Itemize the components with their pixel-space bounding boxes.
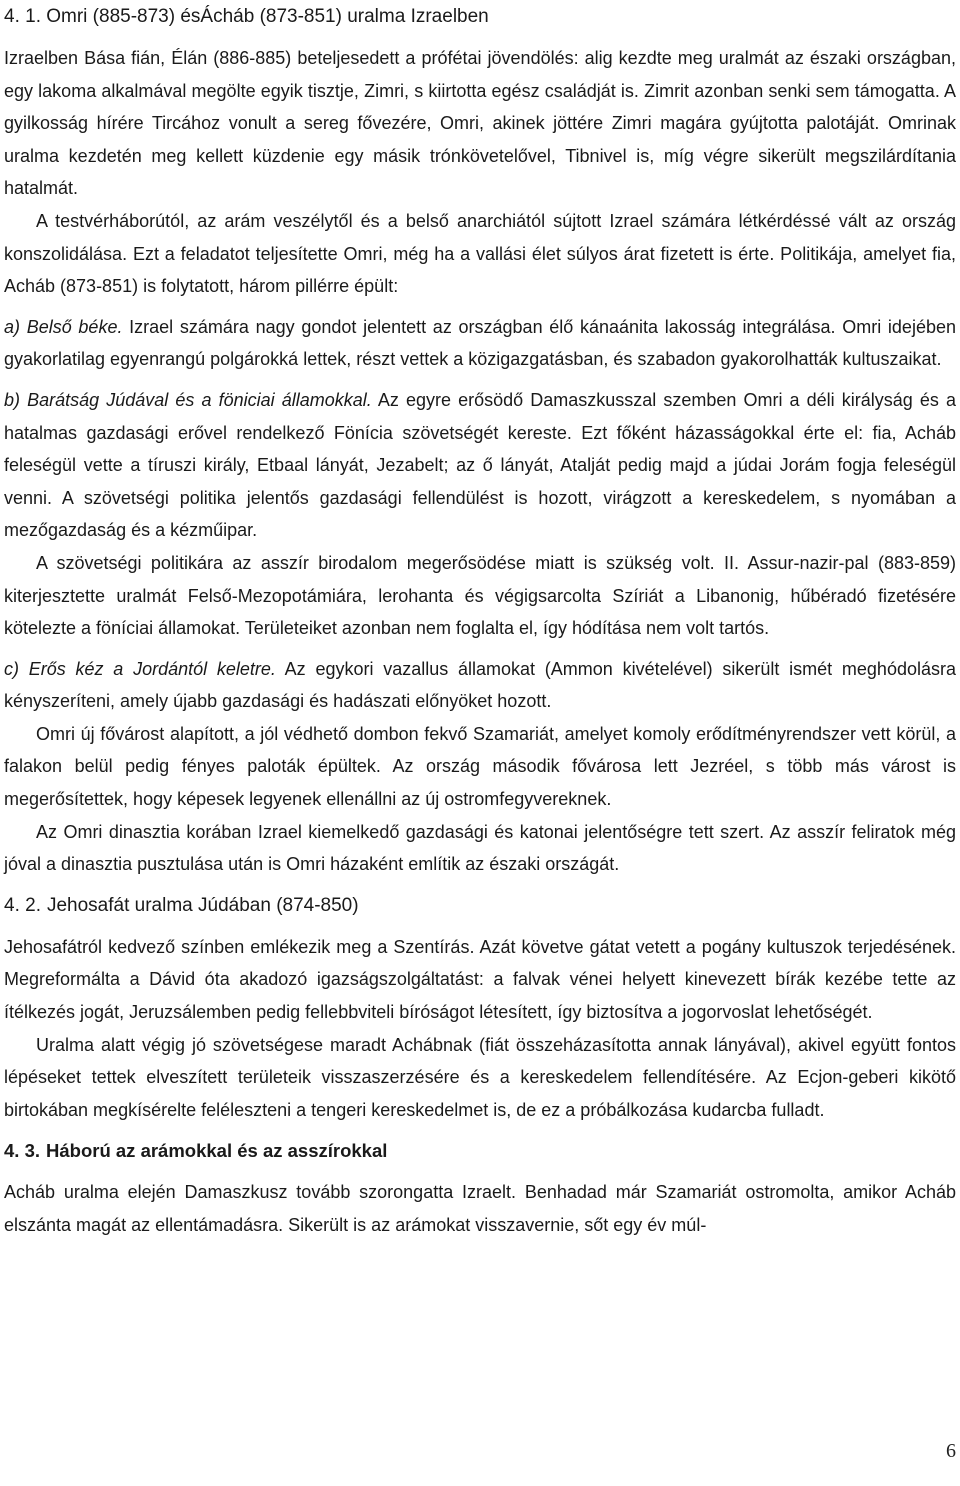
paragraph-point-c — [4, 653, 956, 718]
point-b-text: Az egyre erősödő Damaszkusszal szemben Omri a déli királyság és a hatalmas gazdasági erővel rendelkező Fönícia szövetségét kereste. Ezt főként házasságokkal érte el: fia, Acháb feleségül vette a tíruszi király, Etbaal lányát, Jezabelt; az ő lányát, Atalját pedig majd a júdai Jorám fogja feleségül venni. A szövetségi politika jelentős gazdasági fellendülést is hozott, virágzott a kereskedelem, s nyomában a mezőgazdaság és a kézműipar. — [4, 389, 957, 541]
section-heading-4-2 — [4, 889, 956, 923]
paragraph: A testvérháborútól, az arám veszélytől és a belső anarchiától sújtott Izrael számára létkérdéssé vált az ország konszolidálása. Ezt a feladatot teljesítette Omri, még ha a vallási élet súlyos árat fizetett is érte. Politikája, amelyet fia, Acháb (873-851) is folytatott, három pillérre épült: — [4, 210, 956, 297]
point-c-label: c) Erős kéz a Jordántól keletre. — [4, 658, 276, 679]
point-a-label: a) Belső béke. — [4, 316, 123, 337]
paragraph: Izraelben Bása fián, Élán (886-885) beteljesedett a prófétai jövendölés: alig kezdte meg uralmát az északi országban, egy lakoma alkalmával megölte egyik tisztje, Zimri, s kiirtotta egész családját is. Zimrit azonban senki sem támogatta. A gyilkosság hírére Tircához vonult a sereg fővezére, Omri, akinek jöttére Zimri magára gyújtotta palotáját. Omrinak uralma kezdetén meg kellett küzdenie egy másik trónkövetelővel, Tibnivel is, míg végre sikerült megszilárdítania hatalmát. — [4, 48, 956, 199]
paragraph: A szövetségi politikára az asszír birodalom megerősödése miatt is szükség volt. II. Assur-nazir-pal (883-859) kiterjesztette uralmát Felső-Mezopotámiára, lerohanta és végigsarcolta Szíriát a Libanonig, hűbéradó fizetésére kötelezte a föníciai államokat. Területeiket azonban nem foglalta el, így hódítása nem volt tartós. — [4, 552, 956, 639]
section-heading-4-3 — [4, 1134, 956, 1168]
paragraph: Omri új fővárost alapított, a jól védhető dombon fekvő Szamariát, amelyet komoly erődítményrendszer vett körül, a falakon belül pedig fényes paloták épültek. Az ország második fővárosa lett Jezréel, s több más várost is megerősítettek, hogy képesek legyenek ellenállni az új ostromfegyvereknek. — [4, 723, 956, 810]
paragraph: Acháb uralma elején Damaszkusz tovább szorongatta Izraelt. Benhadad már Szamariát ostromolta, amikor Acháb elszánta magát az ellentámadásra. Sikerült is az arámokat visszavernie, sőt egy év múl- — [4, 1182, 956, 1235]
section-title: Jehosafát uralma Júdában (874-850) — [46, 894, 359, 916]
page-number: 6 — [946, 1440, 956, 1462]
section-title: Háború az arámokkal és az asszírokkal — [46, 1140, 388, 1162]
section-number: 4. 2. — [4, 894, 41, 916]
document-page — [4, 0, 956, 1242]
section-number: 4. 3. — [4, 1140, 40, 1162]
paragraph-point-a — [4, 311, 956, 376]
point-b-label: b) Barátság Júdával és a föniciai államokkal. — [4, 389, 372, 410]
paragraph: Uralma alatt végig jó szövetségese maradt Achábnak (fiát összeházasította annak lányával), akivel együtt fontos lépéseket tettek elveszített területeik visszaszerzésére és a kereskedelem fellendítésére. Az Ecjon-geberi kikötő birtokában megkísérelte feléleszteni a tengeri kereskedelmet is, de ez a próbálkozása kudarcba fulladt. — [4, 1034, 956, 1120]
paragraph-point-b — [4, 384, 956, 547]
point-c-text: Az egykori vazallus államokat (Ammon kivételével) sikerült ismét meghódolásra kényszeríteni, amely újabb gazdasági és hadászati előnyöket hozott. — [4, 658, 956, 712]
paragraph: Jehosafátról kedvező színben emlékezik meg a Szentírás. Azát követve gátat vetett a pogány kultuszok terjedésének. Megreformálta a Dávid óta akadozó igazságszolgáltatást: a falvak vénei helyett kinevezett bírák kezébe tette az ítélkezés jogát, Jeruzsálemben pedig fellebbviteli bíróságot létesített, így biztosítva a jogorvoslat lehetőségét. — [4, 936, 956, 1023]
point-a-text: Izrael számára nagy gondot jelentett az országban élő kánaánita lakosság integrálása. Omri idejében gyakorlatilag egyenrangú polgárokká lettek, részt vettek a közigazgatásban, és szabadon gyakorolhatták kultuszaikat. — [4, 316, 956, 370]
paragraph: Az Omri dinasztia korában Izrael kiemelkedő gazdasági és katonai jelentőségre tett szert. Az asszír feliratok még jóval a dinasztia pusztulása után is Omri házaként említik az északi országát. — [4, 821, 956, 875]
section-heading-4-1: 4. 1. Omri (885-873) ésÁcháb (873-851) uralma Izraelben — [4, 6, 489, 27]
